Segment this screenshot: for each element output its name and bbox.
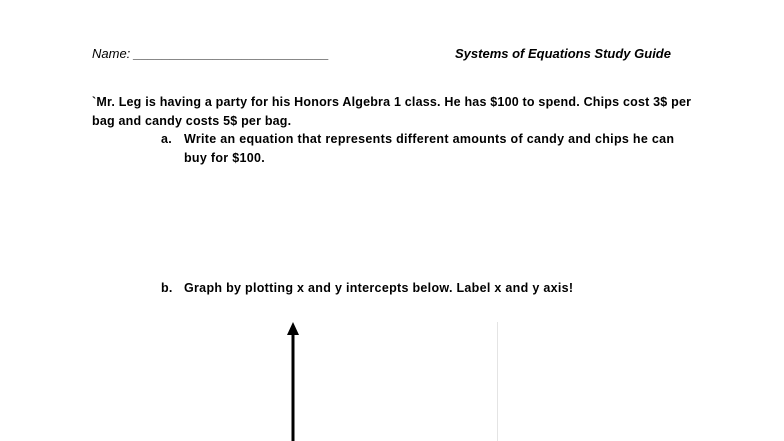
question-a-marker: a. [161,132,173,146]
arrow-up-icon [287,322,299,335]
question-b-text: Graph by plotting x and y intercepts below. Label x and y axis! [184,281,574,295]
graph-divider [497,322,498,441]
y-axis-arrow-icon [287,322,299,441]
question-b-marker: b. [161,281,173,295]
problem-statement: `Mr. Leg is having a party for his Honors Algebra 1 class. He has $100 to spend. Chips cost 3$ per bag and candy costs 5$ per bag. [92,95,692,128]
document-title: Systems of Equations Study Guide [455,46,671,61]
name-field-label: Name: ___________________________ [92,46,330,61]
question-a-text: Write an equation that represents different amounts of candy and chips he can buy for $100. [184,132,675,165]
